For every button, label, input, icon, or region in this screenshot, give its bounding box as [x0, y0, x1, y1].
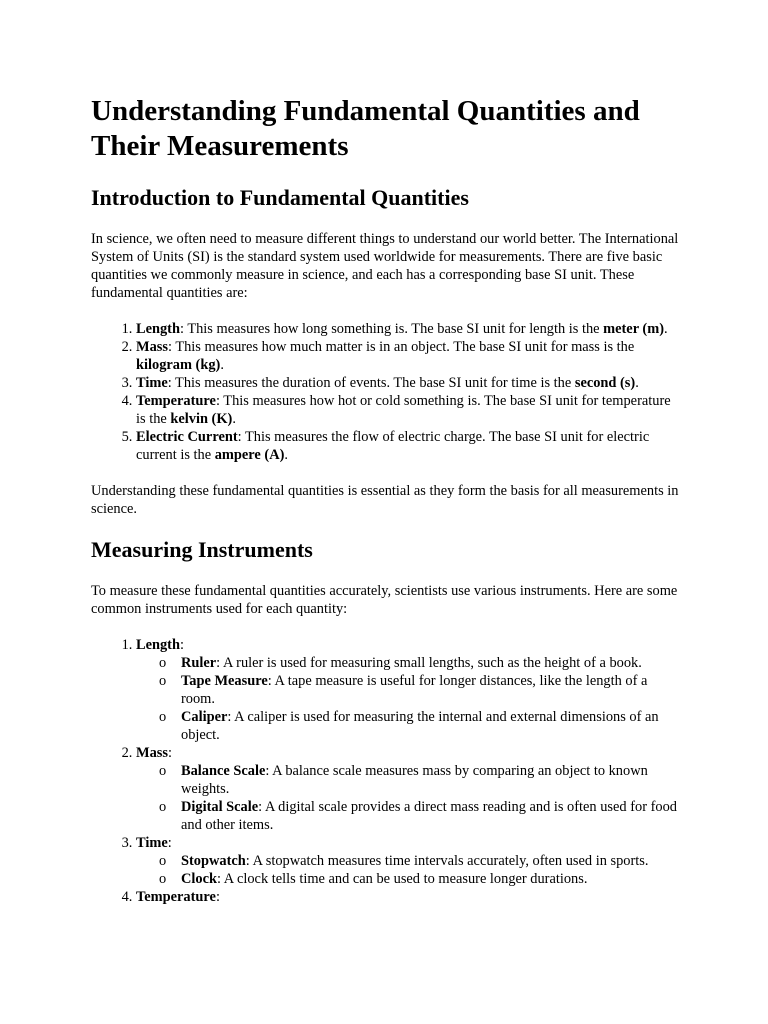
instrument-name: Balance Scale — [181, 763, 266, 779]
instrument-description: : A tape measure is useful for longer distances, like the length of a room. — [181, 673, 648, 707]
si-unit: kilogram (kg) — [136, 357, 221, 373]
instrument-name: Stopwatch — [181, 853, 246, 869]
instruments-intro-paragraph: To measure these fundamental quantities accurately, scientists use various instruments. Here are some common instruments used for each quantity: — [91, 583, 678, 617]
fundamental-quantities-list — [91, 320, 681, 464]
list-item — [136, 428, 681, 464]
punctuation: . — [220, 357, 224, 373]
intro-paragraph: In science, we often need to measure different things to understand our world better. The International System of Units (SI) is the standard system used worldwide for measurements. There are five basic quantities we commonly measure in science, and each has a corresponding base SI unit. These fundamental quantities are: — [91, 231, 679, 301]
list-item — [136, 320, 681, 338]
instrument-description: : A ruler is used for measuring small lengths, such as the height of a book. — [216, 655, 642, 671]
instrument-group-mass — [136, 744, 681, 834]
sub-list — [136, 852, 681, 888]
list-item — [136, 338, 681, 374]
sub-list-item — [181, 870, 681, 888]
si-unit: meter (m) — [603, 321, 664, 337]
document-page — [91, 94, 681, 924]
sub-list — [136, 762, 681, 834]
instrument-group-length — [136, 636, 681, 744]
sub-list-item — [181, 852, 681, 870]
quantity-term: Time — [136, 375, 168, 391]
group-term: Time — [136, 835, 168, 851]
si-unit: second (s) — [574, 375, 636, 391]
sub-list-item — [181, 654, 681, 672]
section-heading-instruments: Measuring Instruments — [91, 537, 313, 562]
punctuation: . — [664, 321, 668, 337]
list-item — [136, 374, 681, 392]
punctuation: : — [215, 889, 220, 905]
sub-list-item — [181, 798, 681, 834]
quantity-description: : This measures how long something is. The base SI unit for length is the — [179, 321, 604, 337]
sub-list-item — [181, 708, 681, 744]
quantity-description: : This measures the duration of events. The base SI unit for time is the — [167, 375, 575, 391]
si-unit: kelvin (K) — [170, 411, 233, 427]
punctuation: . — [635, 375, 639, 391]
punctuation: . — [232, 411, 236, 427]
instrument-description: : A digital scale provides a direct mass reading and is often used for food and other items. — [181, 799, 677, 833]
instrument-description: : A clock tells time and can be used to measure longer durations. — [216, 871, 588, 887]
instrument-description: : A stopwatch measures time intervals accurately, often used in sports. — [245, 853, 649, 869]
quantity-term: Electric Current — [136, 429, 238, 445]
document-title: Understanding Fundamental Quantities and Their Measurements — [91, 95, 640, 162]
sub-list-item — [181, 672, 681, 708]
punctuation: . — [284, 447, 289, 463]
instrument-group-time — [136, 834, 681, 888]
instruments-list — [91, 636, 681, 906]
list-item — [136, 392, 681, 428]
instrument-group-temperature — [136, 888, 681, 906]
sub-list-item — [181, 762, 681, 798]
si-unit: ampere (A) — [214, 447, 285, 463]
quantity-term: Length — [136, 321, 180, 337]
quantity-description: : This measures the flow of electric charge. The base SI unit for electric current is the — [136, 429, 650, 463]
instrument-description: : A balance scale measures mass by comparing an object to known weights. — [181, 763, 648, 797]
section-heading-introduction: Introduction to Fundamental Quantities — [91, 185, 469, 210]
quantity-term: Mass — [136, 339, 168, 355]
instrument-name: Tape Measure — [181, 673, 268, 689]
quantity-description: : This measures how much matter is in an object. The base SI unit for mass is the — [167, 339, 635, 355]
punctuation: : — [179, 637, 184, 653]
instrument-name: Ruler — [181, 655, 217, 671]
sub-list — [136, 654, 681, 744]
group-term: Length — [136, 637, 180, 653]
group-term: Mass — [136, 745, 168, 761]
instrument-name: Digital Scale — [181, 799, 259, 815]
instrument-name: Caliper — [181, 709, 228, 725]
quantity-term: Temperature — [136, 393, 216, 409]
group-term: Temperature — [136, 889, 216, 905]
closing-paragraph: Understanding these fundamental quantities is essential as they form the basis for all measurements in science. — [91, 483, 679, 517]
quantity-description: : This measures how hot or cold something is. The base SI unit for temperature is the — [136, 393, 671, 427]
instrument-description: : A caliper is used for measuring the internal and external dimensions of an object. — [181, 709, 659, 743]
punctuation: : — [167, 835, 172, 851]
instrument-name: Clock — [181, 871, 217, 887]
punctuation: : — [167, 745, 172, 761]
